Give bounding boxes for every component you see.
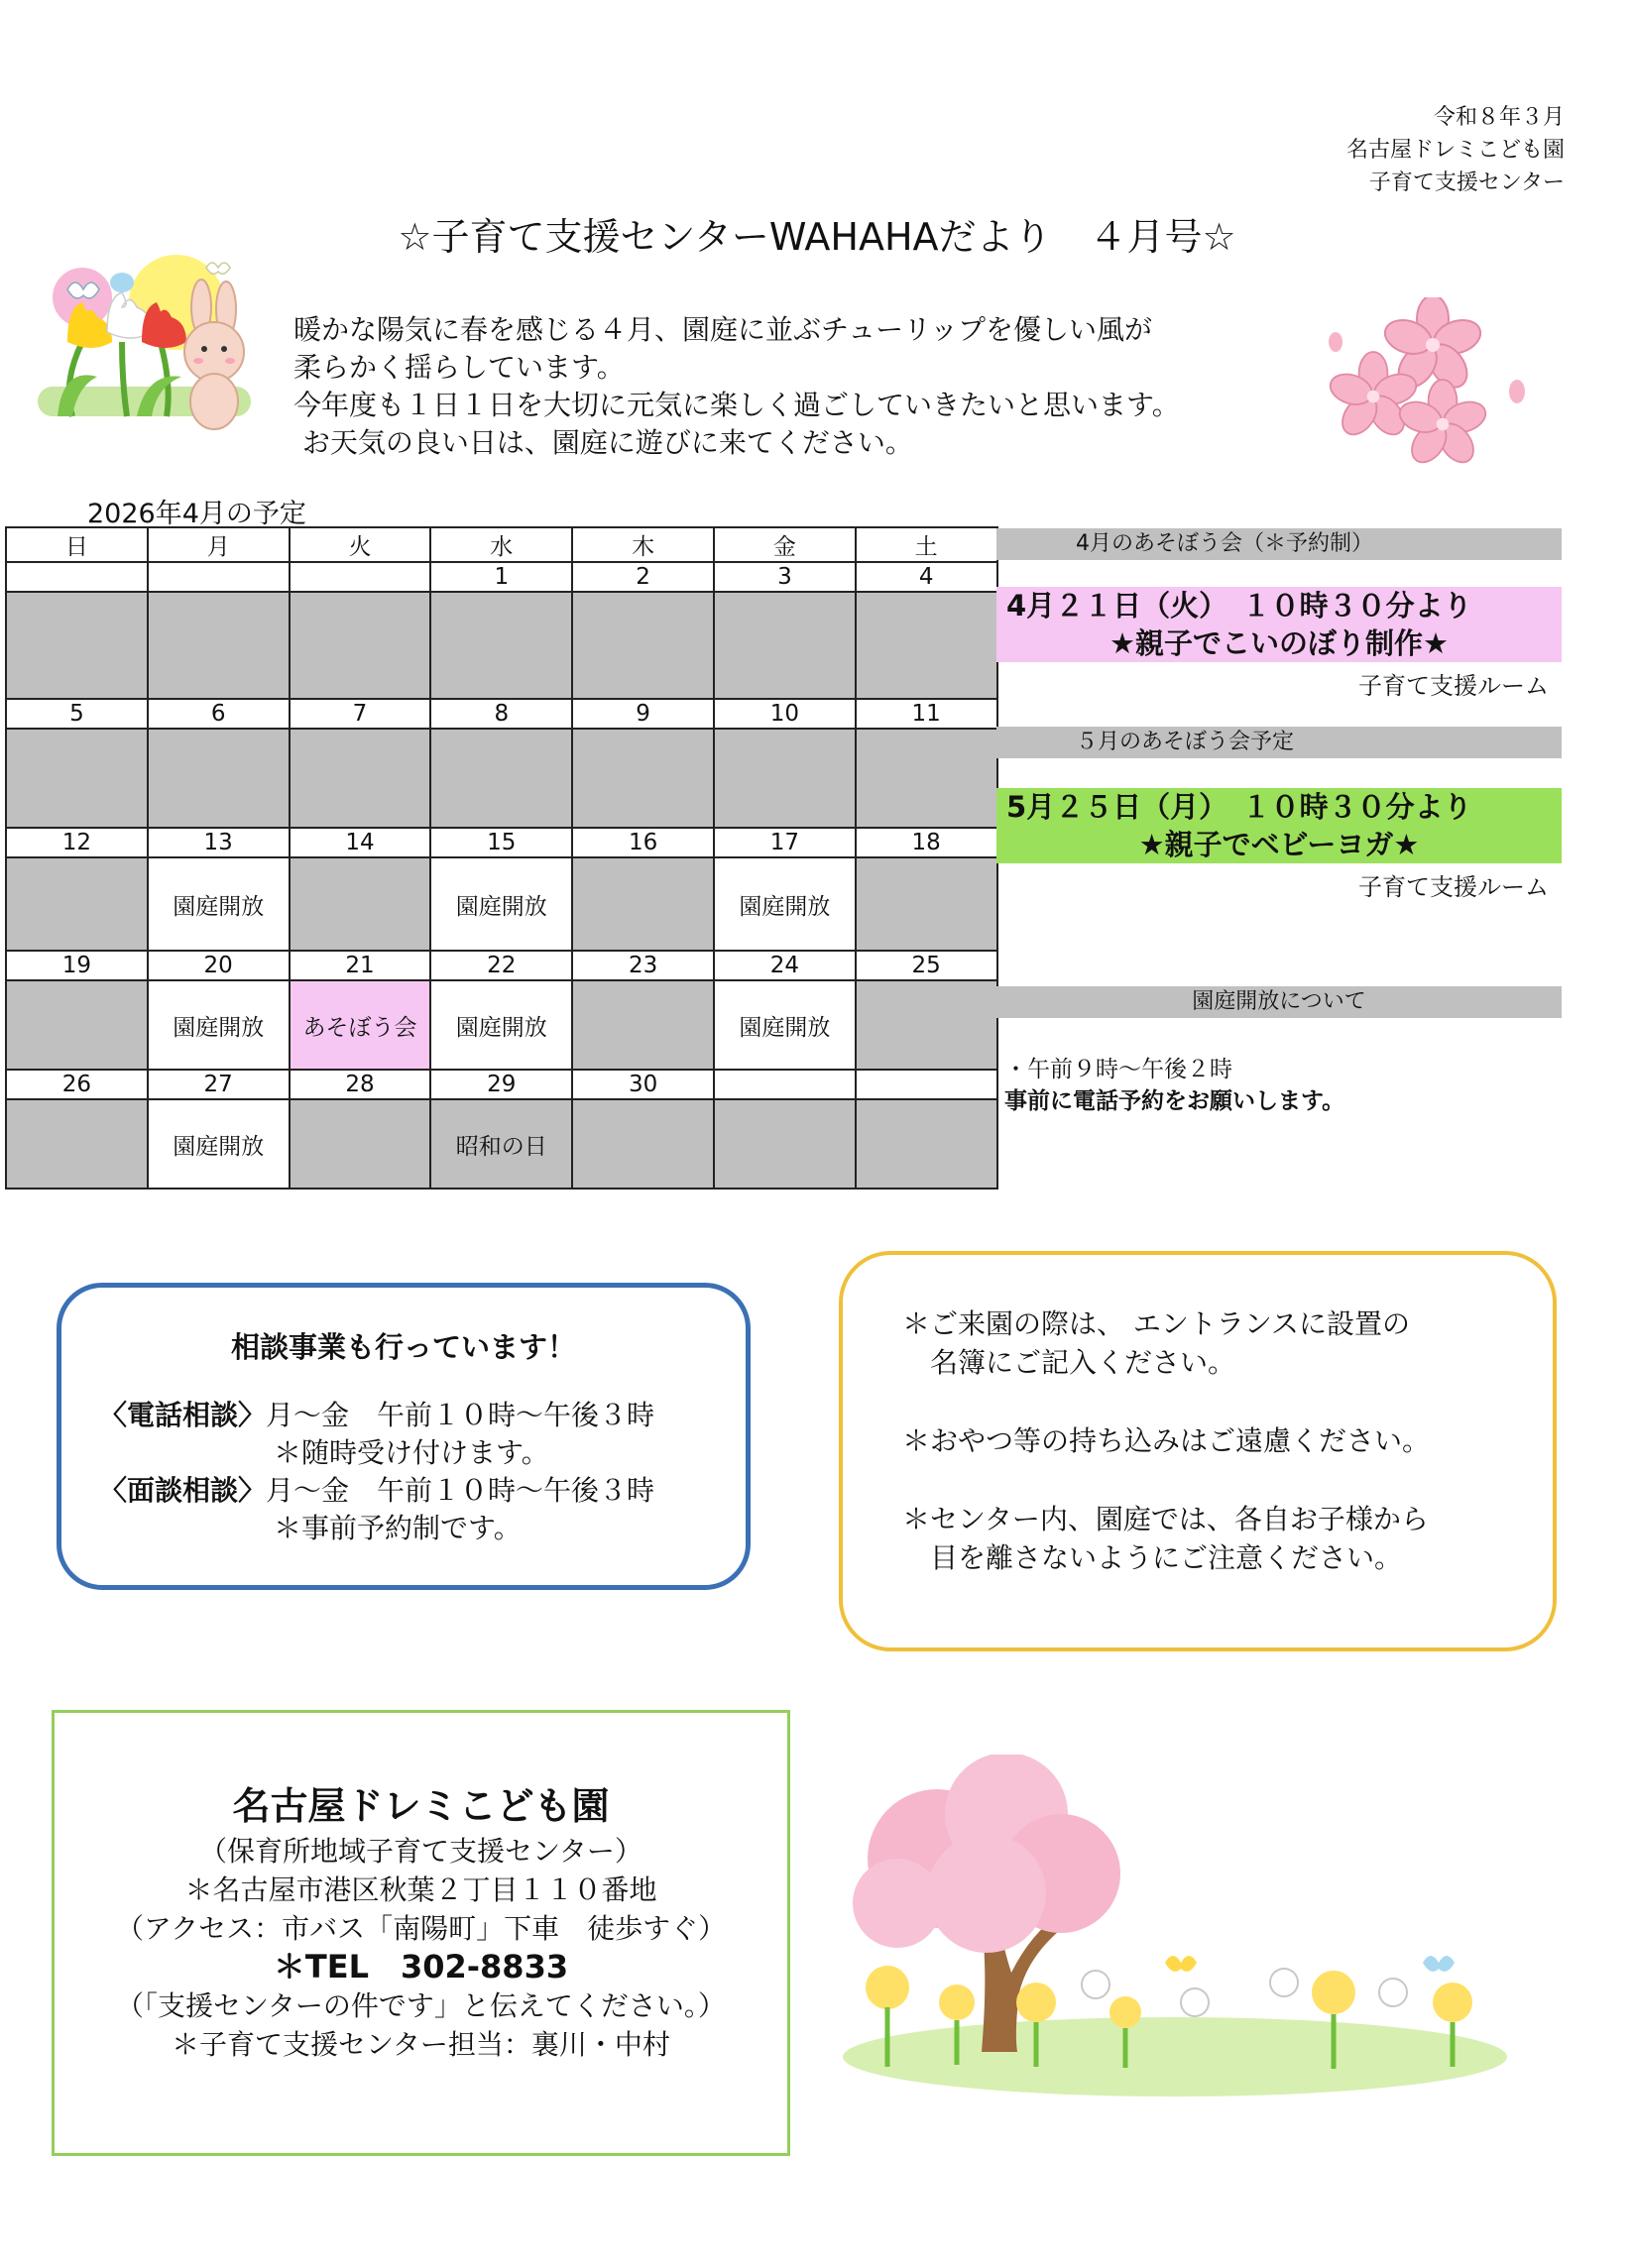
note-supervision-cont: 目を離さないようにご注意ください。 xyxy=(930,1541,1403,1574)
note-visit: ＊ご来園の際は、 エントランスに設置の xyxy=(902,1307,1411,1340)
consultation-box xyxy=(57,1283,751,1590)
date-cell xyxy=(290,562,431,592)
date-cell: 6 xyxy=(148,699,290,729)
may-event-name: ★親子でベビーヨガ★ xyxy=(1138,828,1420,861)
event-cell xyxy=(6,592,148,699)
intro-line: 今年度も１日１日を大切に元気に楽しく過ごしていきたいと思います。 xyxy=(293,389,1180,421)
face-consult-note: ＊事前予約制です。 xyxy=(274,1512,522,1544)
calendar-title: 2026年4月の予定 xyxy=(87,499,306,529)
event-cell xyxy=(290,592,431,699)
event-cell xyxy=(572,729,714,828)
date-cell: 21 xyxy=(290,951,431,980)
date-cell: 28 xyxy=(290,1070,431,1099)
april-event-name: ★親子でこいのぼり制作★ xyxy=(1109,626,1449,660)
contact-tel: ＊TEL 302-8833 xyxy=(273,1948,569,1985)
event-cell xyxy=(856,857,997,951)
april-event-date: 4月２１日（火） １０時３０分より xyxy=(1006,589,1472,623)
intro-text xyxy=(293,311,1180,462)
date-cell: 15 xyxy=(430,828,572,857)
garden-heading: 園庭開放について xyxy=(996,986,1562,1018)
event-cell xyxy=(430,592,572,699)
contact-access: （アクセス：市バス「南陽町」下車 徒歩すぐ） xyxy=(115,1912,727,1945)
garden-note: 事前に電話予約をお願いします。 xyxy=(1004,1088,1345,1114)
may-event-box xyxy=(996,788,1562,863)
weekday-row xyxy=(6,527,997,562)
event-row xyxy=(6,857,997,951)
date-cell: 24 xyxy=(714,951,856,980)
event-row xyxy=(6,592,997,699)
event-row xyxy=(6,729,997,828)
event-cell xyxy=(6,857,148,951)
date-cell: 8 xyxy=(430,699,572,729)
april-event-place: 子育て支援ルーム xyxy=(1358,672,1549,700)
date-cell: 23 xyxy=(572,951,714,980)
event-cell xyxy=(148,592,290,699)
date-cell: 1 xyxy=(430,562,572,592)
intro-line: お天気の良い日は、園庭に遊びに来てください。 xyxy=(293,426,913,459)
date-row xyxy=(6,1070,997,1099)
event-cell: 園庭開放 xyxy=(148,1099,290,1189)
date-cell: 17 xyxy=(714,828,856,857)
date-cell: 18 xyxy=(856,828,997,857)
date-cell xyxy=(148,562,290,592)
event-cell: 園庭開放 xyxy=(714,857,856,951)
date-cell: 29 xyxy=(430,1070,572,1099)
weekday-cell: 日 xyxy=(6,527,148,562)
date-cell xyxy=(714,1070,856,1099)
date-cell: 30 xyxy=(572,1070,714,1099)
note-visit-cont: 名簿にご記入ください。 xyxy=(930,1346,1236,1379)
garden-time: ・午前９時～午後２時 xyxy=(1004,1057,1232,1082)
date-cell: 26 xyxy=(6,1070,148,1099)
april-event-heading: 4月のあそぼう会（＊予約制） xyxy=(996,528,1562,560)
event-cell xyxy=(290,857,431,951)
date-cell: 9 xyxy=(572,699,714,729)
event-row xyxy=(6,980,997,1070)
notes-box xyxy=(839,1251,1557,1651)
april-event-box xyxy=(996,587,1562,662)
consultation-title: 相談事業も行っています！ xyxy=(230,1330,576,1364)
weekday-cell: 月 xyxy=(148,527,290,562)
header-info xyxy=(1346,101,1565,199)
date-cell: 7 xyxy=(290,699,431,729)
date-cell: 10 xyxy=(714,699,856,729)
intro-line: 暖かな陽気に春を感じる４月、園庭に並ぶチューリップを優しい風が xyxy=(293,313,1153,346)
event-cell xyxy=(572,592,714,699)
note-supervision: ＊センター内、園庭では、各自お子様から xyxy=(902,1503,1429,1535)
april-calendar xyxy=(5,526,998,1190)
phone-consult-note: ＊随時受け付けます。 xyxy=(274,1436,549,1469)
contact-staff: ＊子育て支援センター担当：裏川・中村 xyxy=(172,2028,670,2061)
event-cell xyxy=(856,729,997,828)
date-cell: 14 xyxy=(290,828,431,857)
contact-address: ＊名古屋市港区秋葉２丁目１１０番地 xyxy=(184,1873,657,1906)
event-cell: 園庭開放 xyxy=(714,980,856,1070)
date-cell: 25 xyxy=(856,951,997,980)
event-cell xyxy=(856,980,997,1070)
note-snacks: ＊おやつ等の持ち込みはご遠慮ください。 xyxy=(902,1424,1431,1457)
date-row xyxy=(6,828,997,857)
event-cell xyxy=(572,1099,714,1189)
date-cell: 16 xyxy=(572,828,714,857)
weekday-cell: 火 xyxy=(290,527,431,562)
event-cell xyxy=(572,857,714,951)
event-cell xyxy=(430,729,572,828)
face-consult-label: 〈面談相談〉 xyxy=(99,1474,267,1507)
newsletter-title: ☆子育て支援センターWAHAHAだより ４月号☆ xyxy=(398,215,1236,259)
school-name: 名古屋ドレミこども園 xyxy=(1345,138,1565,163)
date-row xyxy=(6,699,997,729)
date-cell xyxy=(6,562,148,592)
phone-consult-label: 〈電話相談〉 xyxy=(99,1399,267,1431)
date-cell: 11 xyxy=(856,699,997,729)
event-cell xyxy=(714,592,856,699)
event-cell xyxy=(6,1099,148,1189)
date-cell: 22 xyxy=(430,951,572,980)
event-cell xyxy=(290,729,431,828)
event-cell xyxy=(856,1099,997,1189)
date-cell: 3 xyxy=(714,562,856,592)
event-cell xyxy=(148,729,290,828)
weekday-cell: 土 xyxy=(856,527,997,562)
event-cell: あそぼう会 xyxy=(290,980,431,1070)
event-cell: 園庭開放 xyxy=(148,857,290,951)
event-cell: 園庭開放 xyxy=(430,857,572,951)
may-event-date: 5月２５日（月） １０時３０分より xyxy=(1006,790,1472,824)
event-cell xyxy=(714,729,856,828)
date-cell: 2 xyxy=(572,562,714,592)
event-cell xyxy=(290,1099,431,1189)
intro-line: 柔らかく揺らしています。 xyxy=(293,351,625,384)
date-cell: 19 xyxy=(6,951,148,980)
event-cell: 園庭開放 xyxy=(430,980,572,1070)
phone-consult-time: 月～金 午前１０時～午後３時 xyxy=(266,1399,655,1431)
weekday-cell: 水 xyxy=(430,527,572,562)
event-row xyxy=(6,1099,997,1189)
date-row xyxy=(6,951,997,980)
event-cell xyxy=(572,980,714,1070)
date-cell: 13 xyxy=(148,828,290,857)
contact-type: （保育所地域子育て支援センター） xyxy=(199,1835,642,1868)
date-cell xyxy=(856,1070,997,1099)
event-cell xyxy=(856,592,997,699)
event-cell xyxy=(6,729,148,828)
weekday-cell: 木 xyxy=(572,527,714,562)
may-event-place: 子育て支援ルーム xyxy=(1358,873,1549,901)
date-row xyxy=(6,562,997,592)
contact-tel-note: （「支援センターの件です」と伝えてください。） xyxy=(116,1989,726,2022)
face-consult-time: 月～金 午前１０時～午後３時 xyxy=(266,1474,655,1507)
issue-date: 令和８年３月 xyxy=(1433,105,1565,130)
cherry-tree-illustration xyxy=(838,1755,1522,2101)
sakura-flowers-illustration xyxy=(1324,297,1532,476)
date-cell: 5 xyxy=(6,699,148,729)
contact-box xyxy=(52,1710,790,2156)
date-cell: 12 xyxy=(6,828,148,857)
event-cell: 昭和の日 xyxy=(430,1099,572,1189)
event-cell: 園庭開放 xyxy=(148,980,290,1070)
contact-name: 名古屋ドレミこども園 xyxy=(232,1784,610,1828)
center-name: 子育て支援センター xyxy=(1368,170,1565,195)
event-cell xyxy=(714,1099,856,1189)
date-cell: 20 xyxy=(148,951,290,980)
weekday-cell: 金 xyxy=(714,527,856,562)
date-cell: 27 xyxy=(148,1070,290,1099)
may-event-heading: ５月のあそぼう会予定 xyxy=(996,727,1562,758)
event-cell xyxy=(6,980,148,1070)
date-cell: 4 xyxy=(856,562,997,592)
tulip-bunny-illustration xyxy=(28,248,276,436)
